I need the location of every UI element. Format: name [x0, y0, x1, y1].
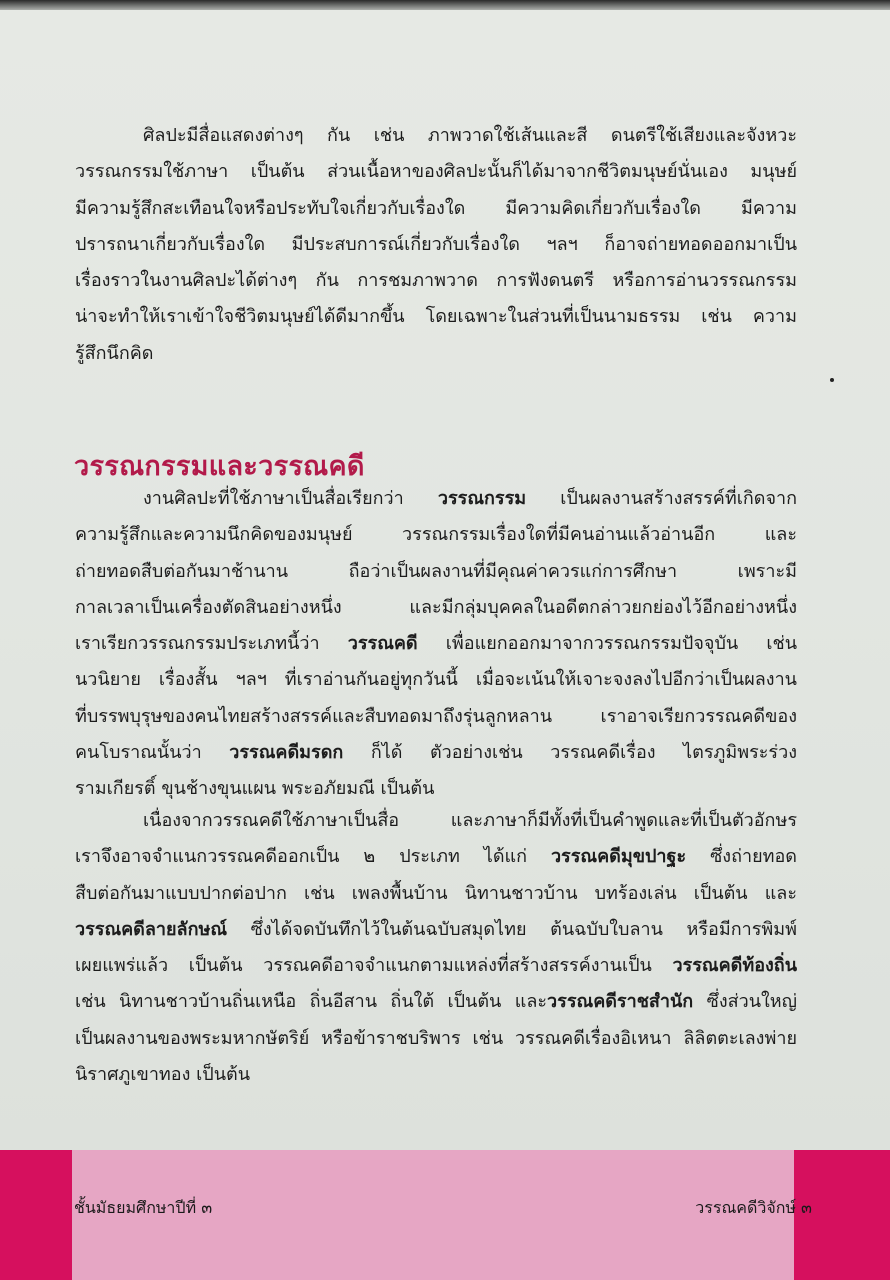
paragraph-line: ศิลปะมีสื่อแสดงต่างๆ กัน เช่น ภาพวาดใช้เส้นและสี ดนตรีใช้เสียงและจังหวะ	[143, 125, 797, 146]
text-run: เราจึงอาจจำแนกวรรณคดีออกเป็น ๒ ประเภท ได้แก่	[75, 846, 551, 868]
paragraph-line: วรรณกรรมใช้ภาษา เป็นต้น ส่วนเนื้อหาของศิลปะนั้นก็ได้มาจากชีวิตมนุษย์นั่นเอง มนุษย์	[75, 161, 797, 183]
paragraph-line	[75, 481, 797, 517]
paragraph-line: เนื่องจากวรรณคดีใช้ภาษาเป็นสื่อ และภาษาก็มีทั้งที่เป็นคำพูดและที่เป็นตัวอักษร	[143, 810, 797, 831]
paragraph-line: สืบต่อกันมาแบบปากต่อปาก เช่น เพลงพื้นบ้าน นิทานชาวบ้าน บทร้องเล่น เป็นต้น และ	[75, 882, 797, 904]
intro-paragraph	[75, 118, 797, 372]
paragraph-line: รู้สึกนึกคิด	[75, 342, 154, 364]
term-bold: วรรณคดีมรดก	[229, 742, 344, 764]
paragraph-line	[75, 735, 797, 771]
literature-paragraph	[75, 481, 797, 808]
text-run: งานศิลปะที่ใช้ภาษาเป็นสื่อเรียกว่า	[143, 488, 438, 509]
text-run: เผยแพร่แล้ว เป็นต้น วรรณคดีอาจจำแนกตามแหล่งที่สร้างสรรค์งานเป็น	[75, 955, 673, 977]
footer-grade-label: ชั้นมัธยมศึกษาปีที่ ๓	[74, 1198, 213, 1217]
paragraph-line	[75, 839, 797, 875]
text-run: เราเรียกวรรณกรรมประเภทนี้ว่า	[75, 633, 348, 655]
classification-paragraph	[75, 803, 797, 1093]
paragraph-line: นิราศภูเขาทอง เป็นต้น	[75, 1064, 250, 1086]
term-bold: วรรณคดีท้องถิ่น	[672, 955, 797, 977]
paragraph-line	[75, 984, 797, 1020]
paragraph-line: ที่บรรพบุรุษของคนไทยสร้างสรรค์และสืบทอดมาถึงรุ่นลูกหลาน เราอาจเรียกวรรณคดีของ	[75, 705, 797, 727]
term-bold: วรรณคดีราชสำนัก	[547, 991, 694, 1013]
text-run: ซึ่งถ่ายทอด	[686, 846, 797, 868]
term-bold: วรรณคดี	[347, 633, 418, 655]
section-heading: วรรณกรรมและวรรณคดี	[74, 451, 365, 482]
text-run: เพื่อแยกออกมาจากวรรณกรรมปัจจุบัน เช่น	[417, 633, 797, 655]
footer-book-title: วรรณคดีวิจักษ์ ๓	[695, 1198, 812, 1217]
paragraph-line	[75, 626, 797, 662]
text-run: เช่น นิทานชาวบ้านถิ่นเหนือ ถิ่นอีสาน ถิ่นใต้ เป็นต้น และ	[75, 991, 548, 1013]
term-bold: วรรณกรรม	[437, 488, 527, 509]
paragraph-line: กาลเวลาเป็นเครื่องตัดสินอย่างหนึ่ง และมีกลุ่มบุคคลในอดีตกล่าวยกย่องไว้อีกอย่างหนึ่ง	[75, 596, 797, 618]
text-run: เป็นผลงานสร้างสรรค์ที่เกิดจาก	[526, 488, 797, 509]
text-run: ก็ได้ ตัวอย่างเช่น วรรณคดีเรื่อง ไตรภูมิพระร่วง	[343, 742, 797, 764]
paragraph-line: เป็นผลงานของพระมหากษัตริย์ หรือข้าราชบริพาร เช่น วรรณคดีเรื่องอิเหนา ลิลิตตะเลงพ่าย	[75, 1027, 797, 1049]
paragraph-line: มีความรู้สึกสะเทือนใจหรือประทับใจเกี่ยวกับเรื่องใด มีความคิดเกี่ยวกับเรื่องใด มีความ	[75, 197, 797, 219]
term-bold: วรรณคดีลายลักษณ์	[75, 918, 228, 940]
text-run: ซึ่งได้จดบันทึกไว้ในต้นฉบับสมุดไทย ต้นฉบับใบลาน หรือมีการพิมพ์	[227, 918, 797, 940]
paragraph-line: เรื่องราวในงานศิลปะได้ต่างๆ กัน การชมภาพวาด การฟังดนตรี หรือการอ่านวรรณกรรม	[75, 270, 797, 292]
paragraph-line: น่าจะทำให้เราเข้าใจชีวิตมนุษย์ได้ดีมากขึ้น โดยเฉพาะในส่วนที่เป็นนามธรรม เช่น ความ	[75, 306, 797, 328]
paragraph-line	[75, 912, 797, 948]
paragraph-line: ความรู้สึกและความนึกคิดของมนุษย์ วรรณกรรมเรื่องใดที่มีคนอ่านแล้วอ่านอีก และ	[75, 524, 797, 546]
paragraph-line	[75, 948, 797, 984]
paragraph-line: รามเกียรติ์ ขุนช้างขุนแผน พระอภัยมณี เป็นต้น	[75, 778, 435, 800]
paragraph-line: ปรารถนาเกี่ยวกับเรื่องใด มีประสบการณ์เกี่ยวกับเรื่องใด ฯลฯ ก็อาจถ่ายทอดออกมาเป็น	[75, 233, 797, 255]
text-run: คนโบราณนั้นว่า	[75, 742, 230, 764]
print-speck	[830, 378, 834, 382]
text-run: ซึ่งส่วนใหญ่	[693, 991, 797, 1013]
paragraph-line: นวนิยาย เรื่องสั้น ฯลฯ ที่เราอ่านกันอยู่ทุกวันนี้ เมื่อจะเน้นให้เจาะจงลงไปอีกว่าเป็นผลงาน	[75, 669, 797, 691]
term-bold: วรรณคดีมุขปาฐะ	[550, 846, 687, 868]
paragraph-line: ถ่ายทอดสืบต่อกันมาช้านาน ถือว่าเป็นผลงานที่มีคุณค่าควรแก่การศึกษา เพราะมี	[75, 560, 797, 582]
page-footer	[0, 1150, 890, 1280]
